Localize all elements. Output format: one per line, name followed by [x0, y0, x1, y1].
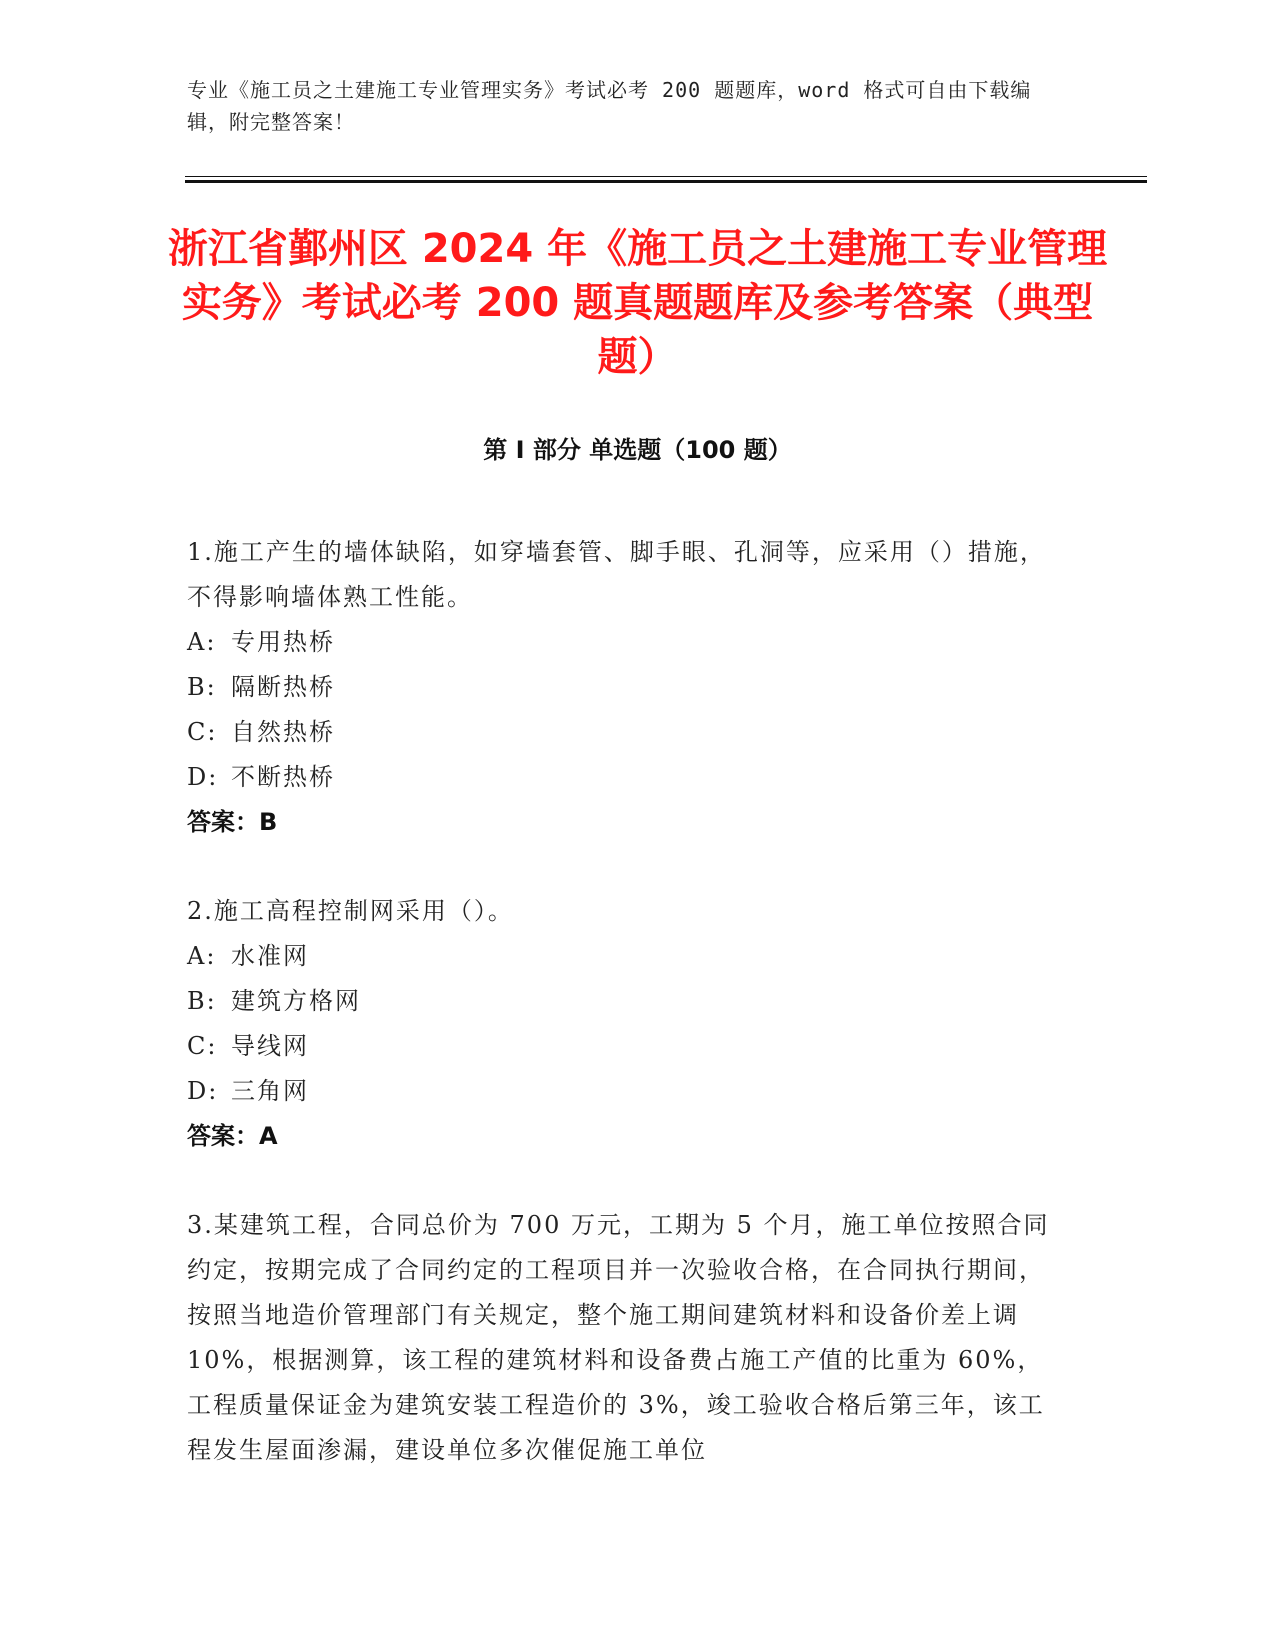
option-a — [187, 934, 1067, 979]
question-list — [187, 530, 1067, 1517]
option-text: 专用热桥 — [231, 628, 335, 656]
option-c — [187, 710, 1067, 755]
option-c — [187, 1024, 1067, 1069]
option-key: B: — [187, 673, 217, 701]
option-b — [187, 665, 1067, 710]
option-d — [187, 1069, 1067, 1114]
option-text: 水准网 — [231, 942, 309, 970]
question-item — [187, 889, 1067, 1159]
option-text: 隔断热桥 — [231, 673, 335, 701]
question-item — [187, 1203, 1067, 1473]
header-note: 专业《施工员之土建施工专业管理实务》考试必考 200 题题库，word 格式可自由下载编辑，附完整答案！ — [187, 78, 1032, 134]
question-text: 2.施工高程控制网采用（）。 — [187, 897, 514, 925]
question-item — [187, 530, 1067, 845]
option-a — [187, 620, 1067, 665]
option-text: 自然热桥 — [231, 718, 335, 746]
option-text: 建筑方格网 — [231, 987, 361, 1015]
document-title: 浙江省鄞州区 2024 年《施工员之土建施工专业管理实务》考试必考 200 题真题题库及参考答案（典型题） — [167, 226, 1108, 380]
option-key: B: — [187, 987, 217, 1015]
question-text: 3.某建筑工程，合同总价为 700 万元，工期为 5 个月，施工单位按照合同约定，按期完成了合同约定的工程项目并一次验收合格，在合同执行期间，按照当地造价管理部门有关规定，整个施工期间建筑材料和设备价差上调 10%，根据测算，该工程的建筑材料和设备费占施工产值的比重为 60%，工程质量保证金为建筑安装工程造价的 3%，竣工验收合格后第三年，该工程发生屋面渗漏，建设单位多次催促施工单位 — [187, 1211, 1050, 1464]
section-heading: 第 I 部分 单选题（100 题） — [483, 436, 792, 464]
header-divider-thin — [185, 176, 1147, 177]
option-key: D: — [187, 1077, 219, 1105]
option-key: A: — [187, 942, 217, 970]
option-b — [187, 979, 1067, 1024]
answer-line: 答案：A — [187, 1122, 278, 1150]
option-d — [187, 755, 1067, 800]
option-text: 不断热桥 — [231, 763, 335, 791]
option-key: C: — [187, 1032, 218, 1060]
answer-line: 答案：B — [187, 808, 278, 836]
option-text: 导线网 — [231, 1032, 309, 1060]
header-divider-thick — [185, 180, 1147, 183]
option-text: 三角网 — [231, 1077, 309, 1105]
option-key: D: — [187, 763, 219, 791]
option-key: A: — [187, 628, 217, 656]
question-text: 1.施工产生的墙体缺陷，如穿墙套管、脚手眼、孔洞等，应采用（）措施，不得影响墙体熟工性能。 — [187, 538, 1046, 611]
option-key: C: — [187, 718, 218, 746]
